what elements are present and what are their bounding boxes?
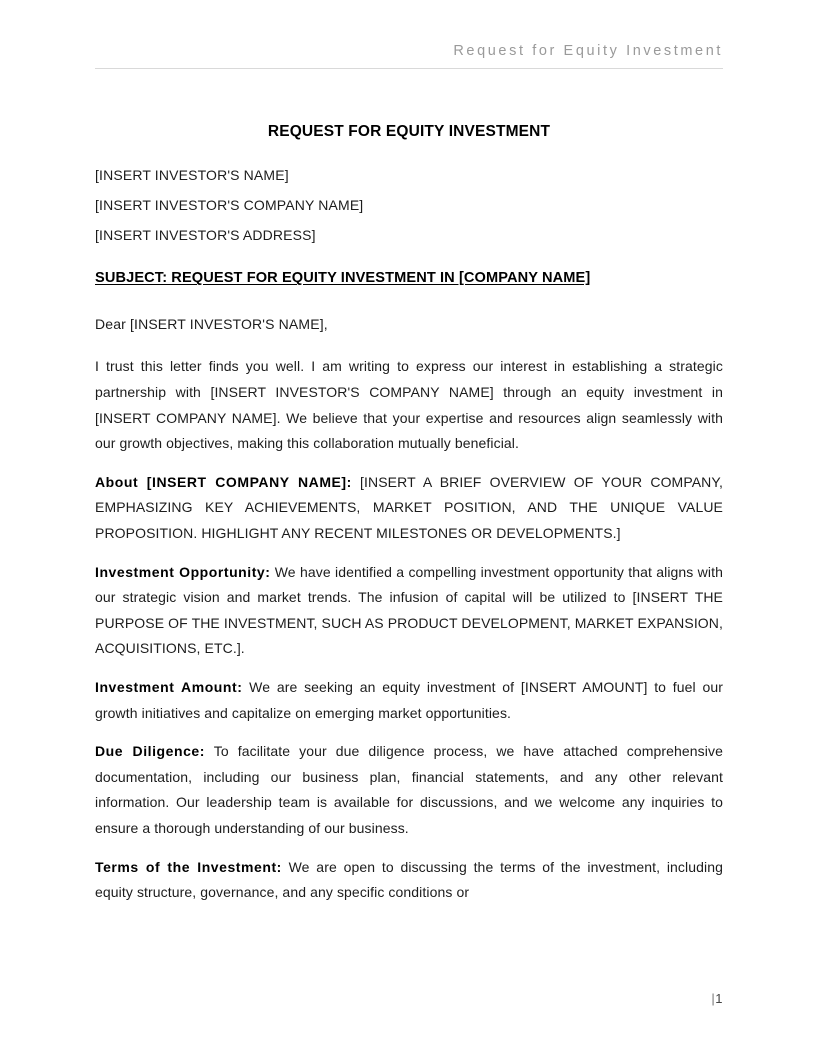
recipient-address: [INSERT INVESTOR'S ADDRESS] <box>95 227 316 244</box>
paragraph-terms-of-investment <box>95 855 723 906</box>
paragraph-lead-in: Due Diligence: <box>95 743 205 760</box>
subject-line: SUBJECT: REQUEST FOR EQUITY INVESTMENT IN [COMPANY NAME] <box>95 270 591 287</box>
page-title: REQUEST FOR EQUITY INVESTMENT <box>267 123 551 140</box>
paragraph-about <box>95 470 723 547</box>
paragraph-text: We are seeking an equity investment of [INSERT AMOUNT] to fuel our growth initiatives and capitalize on emerging market opportunities. <box>95 678 723 721</box>
footer-page-number: 1 <box>715 991 723 1006</box>
paragraph-text: I trust this letter finds you well. I am writing to express our interest in establishing a strategic partnership with [INSERT INVESTOR'S COMPANY NAME] through an equity investment in [INSERT COMPANY NAME]. We believe that your expertise and resources align seamlessly with our growth objectives, making this collaboration mutually beneficial. <box>95 358 723 452</box>
footer-separator-glyph: | <box>711 991 716 1006</box>
paragraph-text: To facilitate your due diligence process, we have attached comprehensive documentation, including our business plan, financial statements, and any other relevant information. Our leadership team is available for discussions, and we welcome any inquiries to ensure a thorough understanding of our business. <box>95 743 723 836</box>
paragraph-lead-in: Investment Amount: <box>95 678 243 695</box>
running-header-title: Request for Equity Investment <box>453 43 723 59</box>
paragraph-lead-in: About [INSERT COMPANY NAME]: <box>95 473 352 490</box>
salutation: Dear [INSERT INVESTOR'S NAME], <box>95 315 328 332</box>
recipient-company: [INSERT INVESTOR'S COMPANY NAME] <box>95 197 364 214</box>
running-header <box>95 44 723 69</box>
paragraph-intro <box>95 354 723 456</box>
paragraph-text: We have identified a compelling investment opportunity that aligns with our strategic vision and market trends. The infusion of capital will be utilized to [INSERT THE PURPOSE OF THE INVESTMENT, SUCH AS PRODUCT DEVELOPMENT, MARKET EXPANSION, ACQUISITIONS, ETC.]. <box>95 563 723 657</box>
recipient-name: [INSERT INVESTOR'S NAME] <box>95 167 289 184</box>
paragraph-lead-in: Investment Opportunity: <box>95 563 271 580</box>
paragraph-text: [INSERT A BRIEF OVERVIEW OF YOUR COMPANY, EMPHASIZING KEY ACHIEVEMENTS, MARKET POSITION, AND THE UNIQUE VALUE PROPOSITION. HIGHLIGHT ANY RECENT MILESTONES OR DEVELOPMENTS.] <box>95 473 723 541</box>
page-footer <box>95 990 723 1008</box>
paragraph-investment-opportunity <box>95 560 723 662</box>
paragraph-investment-amount <box>95 675 723 726</box>
paragraph-text: We are open to discussing the terms of the investment, including equity structure, governance, and any specific conditions or <box>95 858 723 901</box>
block-spacer <box>95 258 723 270</box>
document-body <box>95 122 723 906</box>
footer-page-label <box>711 991 723 1006</box>
paragraph-due-diligence <box>95 739 723 841</box>
paragraph-lead-in: Terms of the Investment: <box>95 858 282 875</box>
